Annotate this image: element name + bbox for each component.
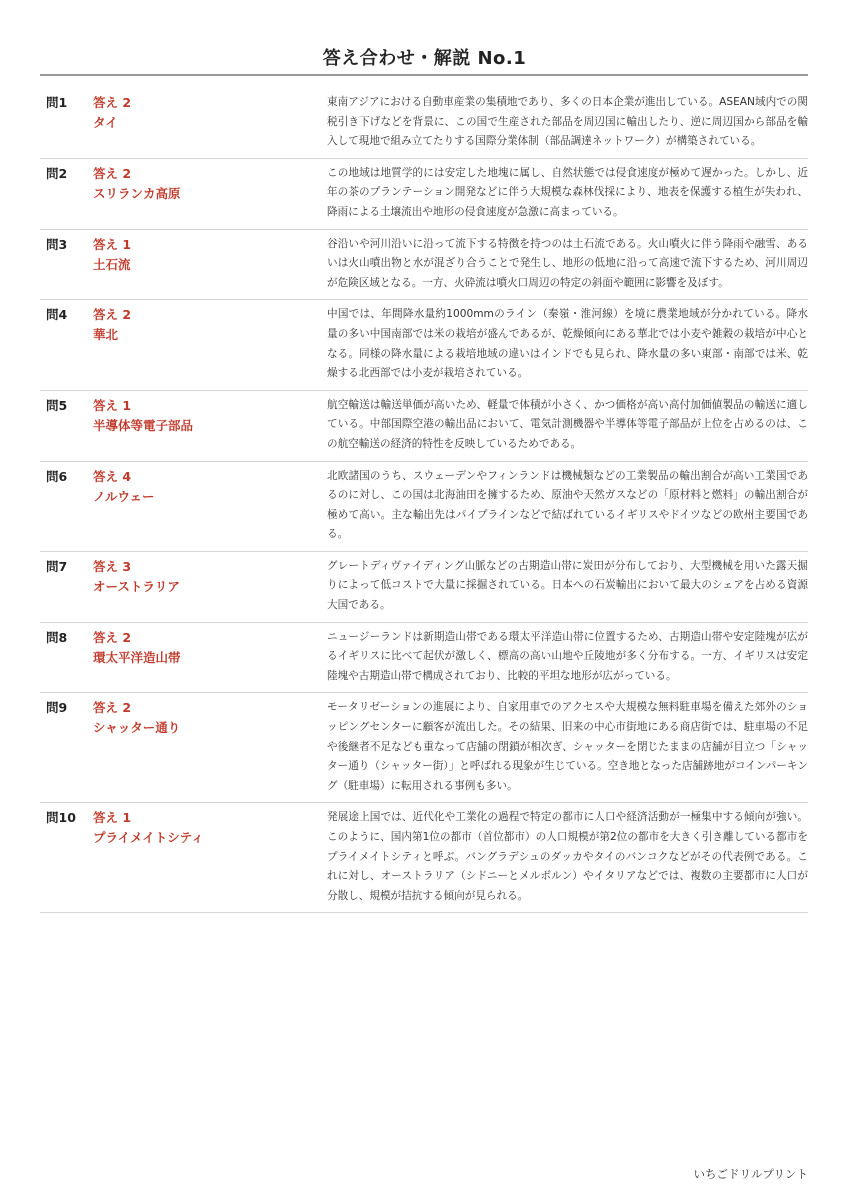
answer-text: スリランカ高原 xyxy=(93,185,181,201)
answer-row-10 xyxy=(40,803,808,913)
question-number: 問9 xyxy=(46,700,68,716)
question-number: 問6 xyxy=(46,468,68,484)
question-number: 問4 xyxy=(46,307,68,323)
answer-text: 半導体等電子部品 xyxy=(93,417,194,433)
answer-block xyxy=(93,396,327,455)
answer-text: 土石流 xyxy=(93,256,131,272)
answer-block xyxy=(93,808,327,906)
answer-row-3 xyxy=(40,230,808,301)
page-title: 答え合わせ・解説 No.1 xyxy=(322,48,527,69)
explanation-text: 中国では、年間降水量約1000mmのライン（秦嶺・淮河線）を境に農業地域が分かれている。降水量の多い中国南部では米の栽培が盛んであるが、乾燥傾向にある華北では小麦や雑穀の栽培が中心となる。同様の降水量による栽培地域の違いはインドでも見られ、降水量の多い東部・南部では米、乾燥する北西部では小麦が栽培されている。 xyxy=(327,308,808,380)
answer-block xyxy=(93,235,327,294)
footer-brand: いちごドリルプリント xyxy=(693,1167,808,1181)
answer-row-7 xyxy=(40,552,808,623)
answer-row-8 xyxy=(40,623,808,694)
explanation-text: 東南アジアにおける自動車産業の集積地であり、多くの日本企業が進出している。ASEAN域内での関税引き下げなどを背景に、この国で生産された部品を周辺国に輸出したり、逆に周辺国から部品を輸入して現地で組み立てたりする国際分業体制（部品調達ネットワーク）が構築されている。 xyxy=(327,96,808,148)
question-number: 問1 xyxy=(46,95,68,110)
answer-label: 答え 2 xyxy=(93,307,132,323)
answer-text: タイ xyxy=(93,115,118,130)
answer-block xyxy=(93,557,327,616)
explanation-text: 谷沿いや河川沿いに沿って流下する特徴を持つのは土石流である。火山噴火に伴う降雨や融雪、あるいは火山噴出物と水が混ざり合うことで発生し、地形の低地に沿って高速で流下するため、河川周辺が危険区域となる。一方、火砕流は噴火口周辺の特定の斜面や範囲に影響を及ぼす。 xyxy=(327,237,808,289)
answer-label: 答え 2 xyxy=(93,95,132,110)
answer-text: 華北 xyxy=(93,327,119,343)
answer-label: 答え 3 xyxy=(93,558,132,574)
explanation-text: グレートディヴァイディング山脈などの古期造山帯に炭田が分布しており、大型機械を用いた露天掘りによって低コストで大量に採掘されている。日本への石炭輸出において最大のシェアを占める資源大国である。 xyxy=(327,559,808,612)
explanation-text: ニュージーランドは新期造山帯である環太平洋造山帯に位置するため、古期造山帯や安定陸塊が広がるイギリスに比べて起伏が激しく、標高の高い山地や丘陵地が多く分布する。一方、イギリスは安定陸塊や古期造山帯で構成されており、比較的平坦な地形が広がっている。 xyxy=(327,630,808,682)
answer-row-5 xyxy=(40,391,808,462)
answer-row-4 xyxy=(40,300,808,390)
answer-block xyxy=(93,93,327,152)
question-number: 問2 xyxy=(46,165,68,181)
explanation-text: 航空輸送は輸送単価が高いため、軽量で体積が小さく、かつ価格が高い高付加価値製品の輸送に適している。中部国際空港の輸出品において、電気計測機器や半導体等電子部品が上位を占めるのは、この航空輸送の経済的特性を反映しているためである。 xyxy=(327,398,808,450)
title-divider xyxy=(40,74,808,76)
answer-text: ノルウェー xyxy=(93,488,155,504)
answer-row-9 xyxy=(40,693,808,803)
explanation-text: 発展途上国では、近代化や工業化の過程で特定の都市に人口や経済活動が一極集中する傾向が強い。このように、国内第1位の都市（首位都市）の人口規模が第2位の都市を大きく引き離している都市をプライメイトシティと呼ぶ。バングラデシュのダッカやタイのバンコクなどがその代表例である。これに対し、オーストラリア（シドニーとメルボルン）やイタリアなどでは、複数の主要都市に人口が分散し、規模が拮抗する傾向が見られる。 xyxy=(327,811,808,902)
answer-label: 答え 2 xyxy=(93,165,132,181)
answer-block xyxy=(93,698,327,796)
question-number: 問10 xyxy=(46,810,76,826)
question-number: 問7 xyxy=(46,558,68,574)
answer-label: 答え 1 xyxy=(93,397,132,413)
answer-label: 答え 1 xyxy=(93,236,132,252)
question-number: 問3 xyxy=(46,236,68,252)
answer-label: 答え 2 xyxy=(93,629,132,645)
answer-text: プライメイトシティ xyxy=(93,830,204,846)
answer-block xyxy=(93,305,327,383)
explanation-text: モータリゼーションの進展により、自家用車でのアクセスや大規模な無料駐車場を備えた郊外のショッピングセンターに顧客が流出した。その結果、旧来の中心市街地にある商店街では、駐車場の不足や後継者不足なども重なって店舗の閉鎖が相次ぎ、シャッターを閉じたままの店舗が目立つ「シャッター通り（シャッター街）」と呼ばれる現象が生じている。空き地となった店舗跡地がコインパーキング（駐車場）に転用される事例も多い。 xyxy=(327,701,808,792)
answer-text: 環太平洋造山帯 xyxy=(93,649,181,665)
answer-label: 答え 4 xyxy=(93,468,132,484)
answer-label: 答え 1 xyxy=(93,810,132,826)
answer-row-2 xyxy=(40,159,808,230)
answer-list xyxy=(40,88,808,913)
answer-row-6 xyxy=(40,462,808,552)
answer-text: シャッター通り xyxy=(93,720,181,736)
answer-block xyxy=(93,628,327,687)
explanation-text: この地域は地質学的には安定した地塊に属し、自然状態では侵食速度が極めて遅かった。しかし、近年の茶のプランテーション開発などに伴う大規模な森林伐採により、地表を保護する植生が失われ、降雨による土壌流出や地形の侵食速度が急激に高まっている。 xyxy=(327,166,808,218)
answer-block xyxy=(93,164,327,223)
question-number: 問8 xyxy=(46,629,68,645)
answer-label: 答え 2 xyxy=(93,700,132,716)
answer-block xyxy=(93,467,327,545)
answer-text: オーストラリア xyxy=(93,578,180,594)
answer-row-1 xyxy=(40,88,808,159)
question-number: 問5 xyxy=(46,397,68,413)
explanation-text: 北欧諸国のうち、スウェーデンやフィンランドは機械類などの工業製品の輸出割合が高い工業国であるのに対し、この国は北海油田を擁するため、原油や天然ガスなどの「原材料と燃料」の輸出割合が極めて高い。主な輸出先はパイプラインなどで結ばれているイギリスやドイツなどの欧州主要国である。 xyxy=(327,469,808,541)
